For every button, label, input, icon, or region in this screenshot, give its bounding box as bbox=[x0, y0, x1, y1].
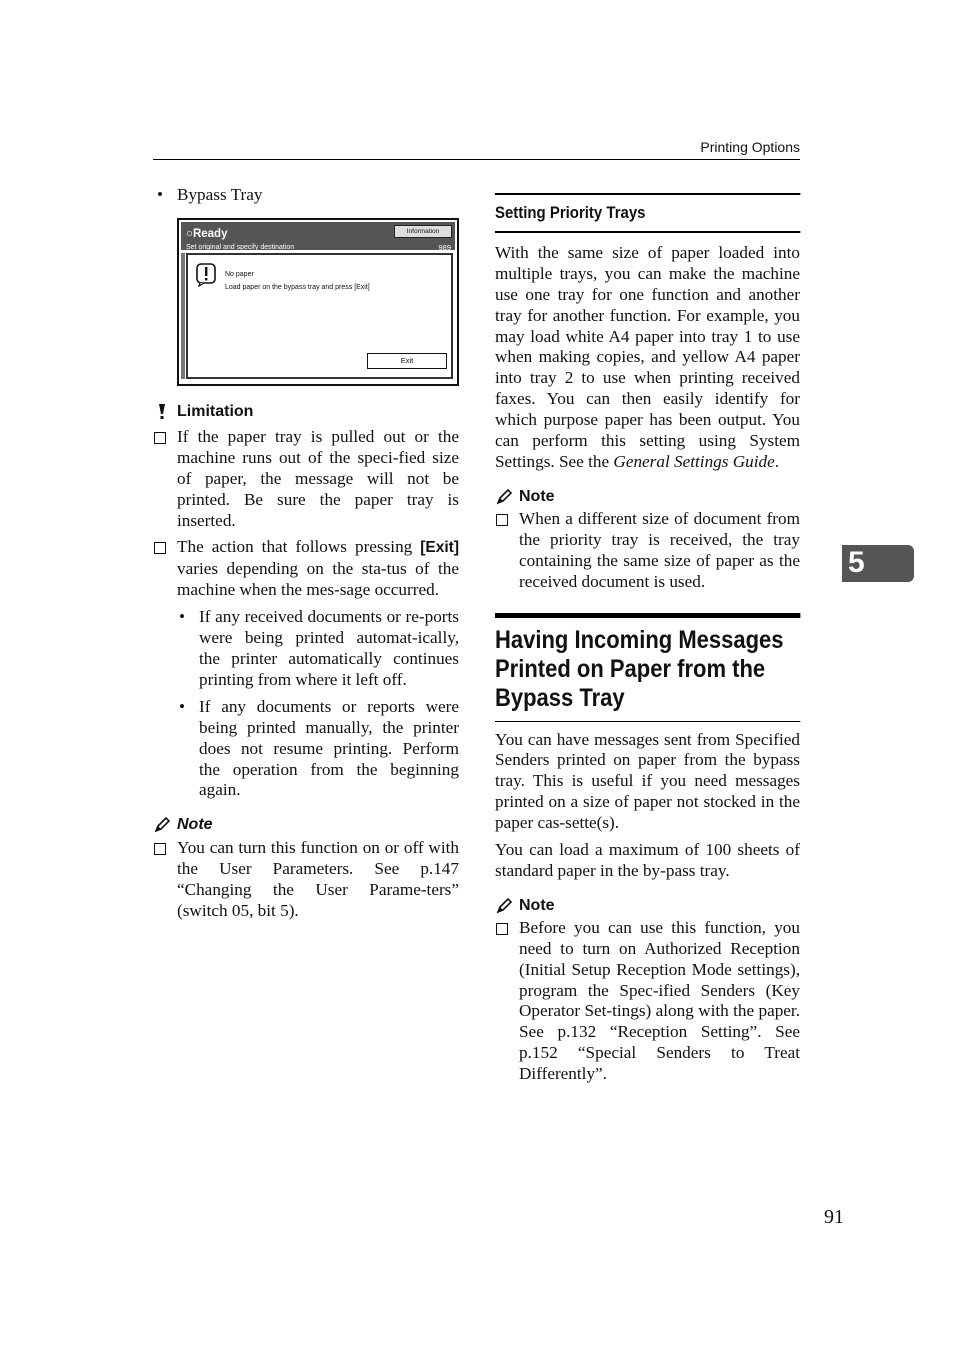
running-header: Printing Options bbox=[700, 139, 800, 155]
main-heading: Having Incoming Messages Printed on Paper from the Bypass Tray bbox=[495, 613, 800, 722]
note-heading bbox=[495, 896, 800, 916]
bypass-intro-paragraph: You can have messages sent from Specified Senders printed on paper from the bypass tray. This is useful if you need messages printed on a size of paper not stocked in the paper cas-sette(s). bbox=[495, 729, 800, 833]
screen-subline: Set original and specify destination bbox=[186, 243, 295, 251]
exit-key-label: [Exit] bbox=[420, 539, 459, 557]
limitation-icon bbox=[153, 403, 171, 421]
screen-message-dialog bbox=[186, 253, 453, 379]
sub-bullet-text-2: If any documents or reports were being printed manually, the printer does not resume printing. Perform the operation from the beginning again. bbox=[199, 696, 459, 800]
right-column bbox=[495, 193, 800, 1085]
section-title: Setting Priority Trays bbox=[495, 193, 800, 233]
bypass-capacity-paragraph: You can load a maximum of 100 sheets of standard paper in the by-pass tray. bbox=[495, 840, 800, 880]
checkbox-marker bbox=[154, 432, 166, 444]
bullet-dot: • bbox=[179, 607, 186, 627]
pencil-icon bbox=[495, 897, 513, 915]
note-heading bbox=[153, 815, 459, 835]
note-item bbox=[495, 918, 800, 1085]
note-text: When a different size of document from the priority tray is received, the tray containing the same size of paper as the received document is used. bbox=[519, 508, 800, 591]
limitation-heading bbox=[153, 402, 459, 422]
limitation-text-1: If the paper tray is pulled out or the machine runs out of the speci-fied size of paper, the message will not be printed. Be sure the paper tray is inserted. bbox=[177, 426, 459, 530]
chapter-tab bbox=[842, 545, 914, 582]
note-text: You can turn this function on or off with the User Parameters. See p.147 “Changing the User Parame-ters” (switch 05, bit 5). bbox=[177, 838, 459, 921]
note-item bbox=[153, 838, 459, 922]
pencil-icon bbox=[495, 488, 513, 506]
screen-counter: 989 bbox=[438, 242, 451, 252]
checkbox-marker bbox=[154, 542, 166, 554]
display-panel-screenshot bbox=[177, 218, 459, 386]
priority-trays-paragraph: With the same size of paper loaded into multiple trays, you can make the machine use one tray for one function and another tray for another function. For example, you may load white A4 paper into tray 1 to use when making copies, and yellow A4 paper into tray 2 to use when printing received faxes. You can then easily identify for which purpose paper has been output. You can perform this setting using System Settings. See the General Settings Guide. bbox=[495, 242, 800, 471]
screen-sidebar bbox=[181, 253, 185, 379]
limitation-label: Limitation bbox=[177, 402, 254, 420]
sub-bullet-item bbox=[153, 697, 459, 802]
bullet-dot: • bbox=[157, 185, 164, 204]
note-heading bbox=[495, 487, 800, 507]
note-label: Note bbox=[177, 816, 213, 834]
pencil-icon bbox=[153, 816, 171, 834]
checkbox-marker bbox=[496, 923, 508, 935]
guide-reference: General Settings Guide bbox=[613, 451, 775, 471]
bullet-dot: • bbox=[179, 696, 186, 716]
screen-message-title: No paper bbox=[225, 270, 254, 278]
header-rule bbox=[153, 159, 800, 160]
page-number: 91 bbox=[824, 1206, 844, 1228]
screen-status-bar bbox=[181, 222, 455, 250]
chapter-number: 5 bbox=[848, 546, 865, 579]
limitation-item bbox=[153, 537, 459, 601]
information-button: Information bbox=[394, 225, 452, 238]
warning-icon bbox=[196, 263, 216, 287]
note-label: Note bbox=[519, 896, 555, 914]
bypass-tray-label: Bypass Tray bbox=[177, 185, 263, 204]
screen-exit-button: Exit bbox=[367, 353, 447, 369]
note-item bbox=[495, 509, 800, 593]
bypass-tray-bullet bbox=[153, 185, 459, 206]
checkbox-marker bbox=[496, 514, 508, 526]
screen-ready-status: ○Ready bbox=[186, 227, 228, 240]
left-column bbox=[153, 185, 459, 922]
sub-bullet-text-1: If any received documents or re-ports were being printed automat-ically, the printer automatically continues printing from where it left off. bbox=[199, 607, 459, 689]
limitation-item bbox=[153, 427, 459, 532]
limitation-text-2: The action that follows pressing [Exit] varies depending on the sta-tus of the machine when the mes-sage occurred. bbox=[177, 537, 459, 600]
note-label: Note bbox=[519, 487, 555, 505]
screen-message-body: Load paper on the bypass tray and press [Exit] bbox=[225, 283, 370, 291]
sub-bullet-item bbox=[153, 607, 459, 691]
note-text: Before you can use this function, you need to turn on Authorized Reception (Initial Setup Reception Mode settings), program the Spec-ified Senders (Key Operator Set-tings) along with the paper. See p.132 “Reception Setting”. See p.152 “Special Senders to Treat Differently”. bbox=[519, 917, 800, 1084]
checkbox-marker bbox=[154, 843, 166, 855]
